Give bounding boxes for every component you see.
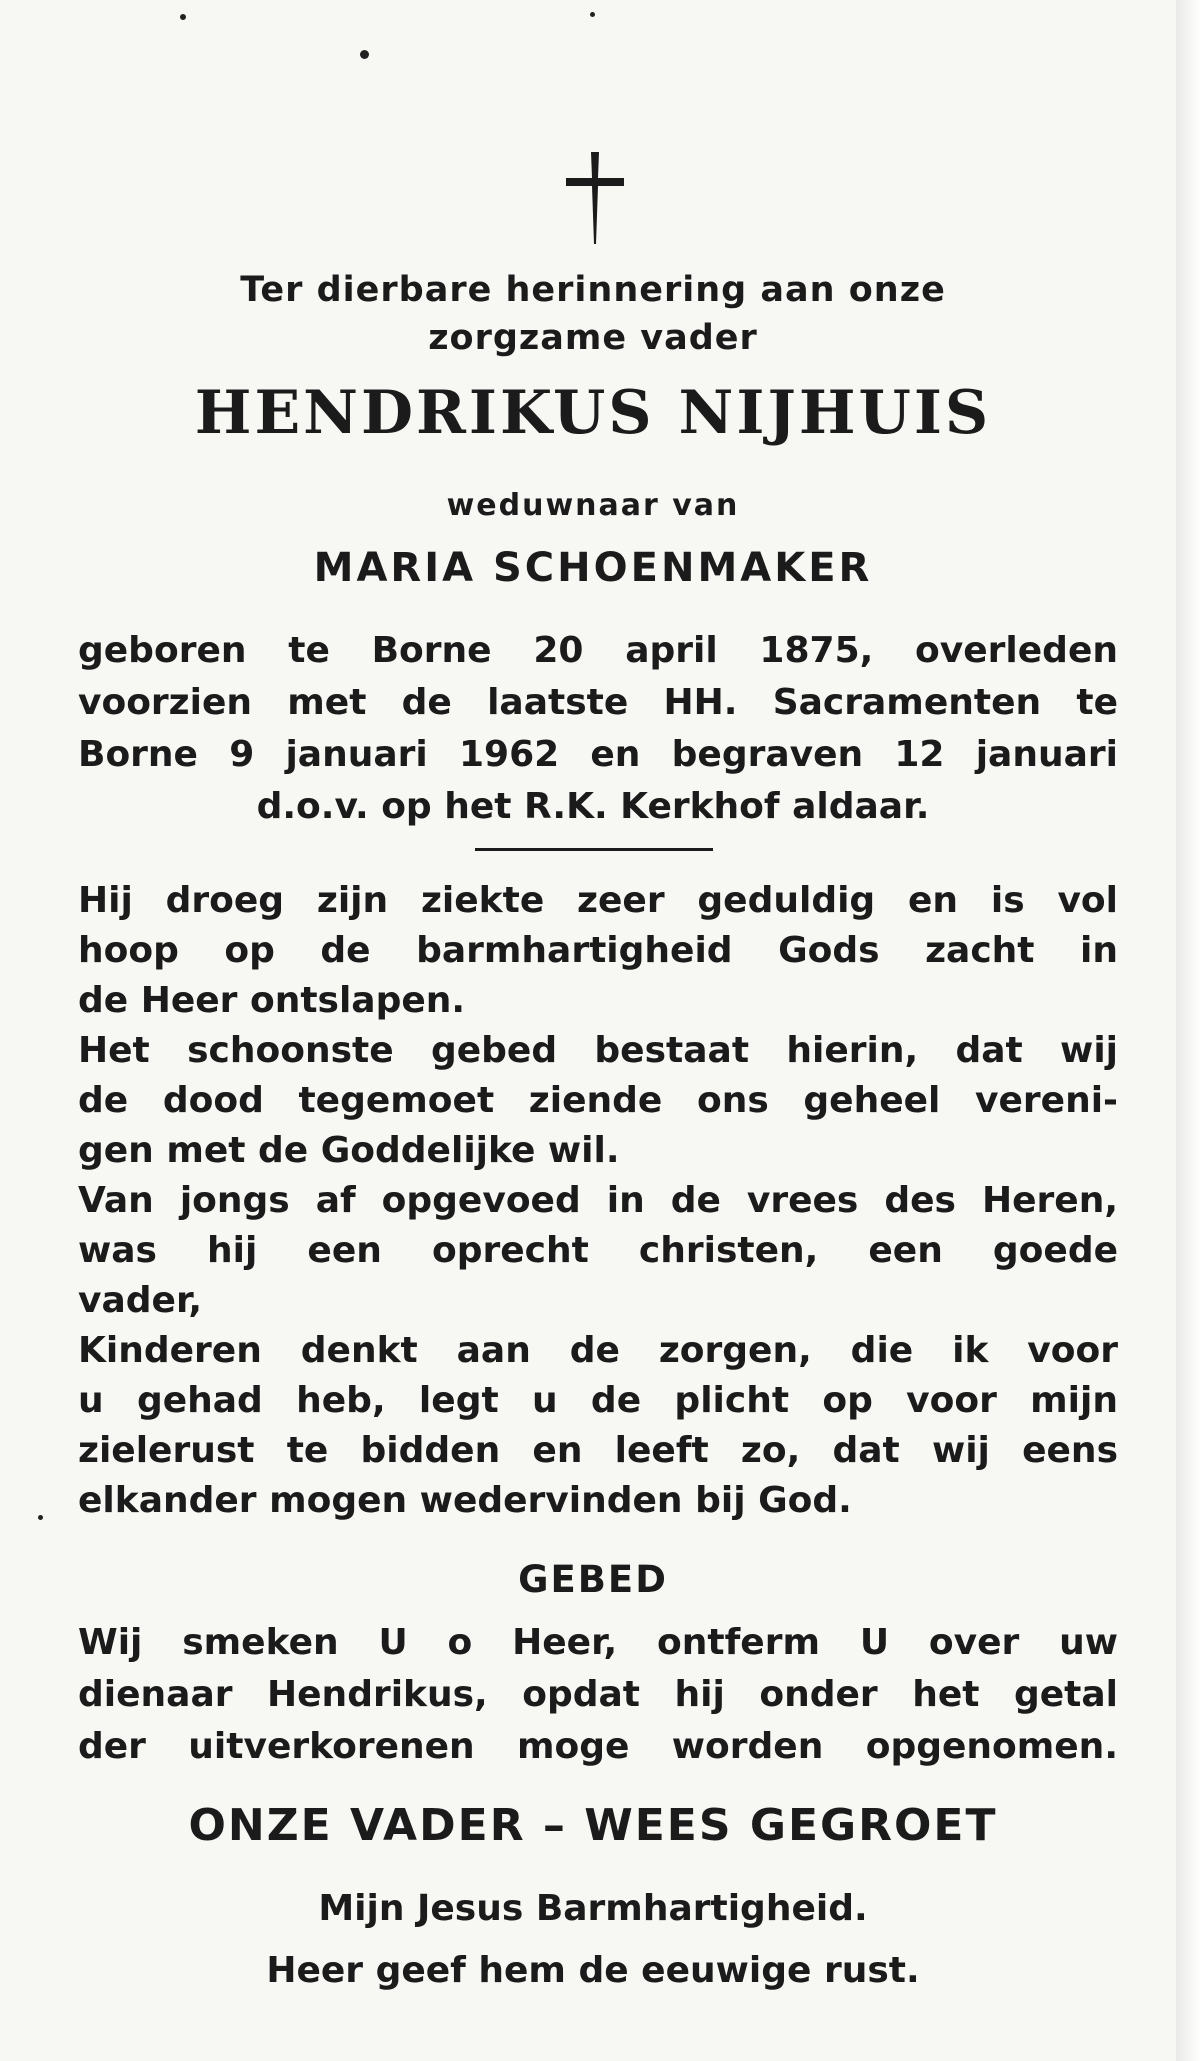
intro-line: zorgzame vader (428, 318, 758, 358)
speck (180, 14, 186, 20)
speck (360, 50, 369, 59)
birth-death-line: voorzien met de laatste HH. Sacramenten te (78, 682, 1118, 723)
prayer-heading: GEBED (518, 1558, 668, 1601)
prayer-line: der uitverkorenen moge worden opgenomen. (78, 1726, 1118, 1767)
text-line: Het schoonste gebed bestaat hierin, dat wij (78, 1030, 1118, 1071)
prayer-line: Wij smeken U o Heer, ontferm U over uw (78, 1622, 1118, 1663)
text-line: Hij droeg zijn ziekte zeer geduldig en is vol (78, 880, 1118, 921)
text-line: u gehad heb, legt u de plicht op voor mijn (78, 1380, 1118, 1421)
card-edge (1176, 0, 1200, 2061)
birth-death-line: geboren te Borne 20 april 1875, overleden (78, 630, 1118, 671)
divider (475, 848, 713, 851)
prayer-line: dienaar Hendrikus, opdat hij onder het getal (78, 1674, 1118, 1715)
text-line: Kinderen denkt aan de zorgen, die ik voor (78, 1330, 1118, 1371)
relation-label: weduwnaar van (446, 488, 740, 523)
text-line: vader, (78, 1280, 203, 1321)
speck (38, 1515, 43, 1520)
text-line: elkander mogen wedervinden bij God. (78, 1480, 852, 1521)
speck (590, 12, 595, 17)
text-line: hoop op de barmhartigheid Gods zacht in (78, 930, 1118, 971)
text-line: Van jongs af opgevoed in de vrees des Heren, (78, 1180, 1118, 1221)
deceased-name: HENDRIKUS NIJHUIS (194, 378, 992, 448)
prayers-title: ONZE VADER – WEES GEGROET (188, 1800, 998, 1851)
text-line: zielerust te bidden en leeft zo, dat wij eens (78, 1430, 1118, 1471)
closing-line: Heer geef hem de eeuwige rust. (266, 1950, 920, 1991)
spouse-name: MARIA SCHOENMAKER (313, 545, 873, 591)
intro-line: Ter dierbare herinnering aan onze (240, 270, 946, 310)
text-line: de dood tegemoet ziende ons geheel vereni- (78, 1080, 1118, 1121)
text-line: was hij een oprecht christen, een goede (78, 1230, 1118, 1271)
closing-line: Mijn Jesus Barmhartigheid. (318, 1888, 868, 1929)
birth-death-line: Borne 9 januari 1962 en begraven 12 januari (78, 734, 1118, 775)
birth-death-line: d.o.v. op het R.K. Kerkhof aldaar. (256, 786, 930, 827)
text-line: de Heer ontslapen. (78, 980, 466, 1021)
cross-icon (560, 148, 630, 248)
text-line: gen met de Goddelijke wil. (78, 1130, 620, 1171)
